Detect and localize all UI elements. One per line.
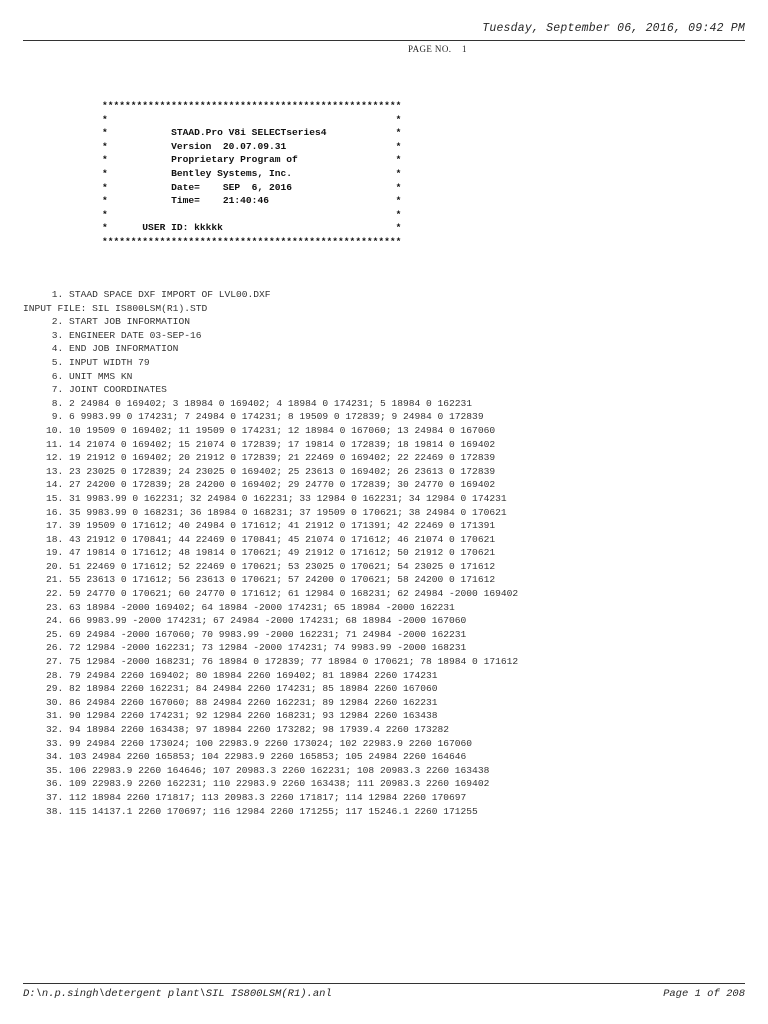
banner-line: * * [102, 208, 402, 220]
input-line: 31. 90 12984 2260 174231; 92 12984 2260 168231; 93 12984 2260 163438 [23, 710, 438, 722]
input-line: 1. STAAD SPACE DXF IMPORT OF LVL00.DXF [23, 289, 271, 300]
input-line: 22. 59 24770 0 170621; 60 24770 0 171612; 61 12984 0 168231; 62 24984 -2000 169402 [23, 588, 519, 600]
report-date-time: Tuesday, September 06, 2016, 09:42 PM [482, 22, 745, 35]
input-line: 37. 112 18984 2260 171817; 113 20983.3 2260 171817; 114 12984 2260 170697 [23, 791, 467, 803]
input-line: 12. 19 21912 0 169402; 20 21912 0 172839; 21 22469 0 169402; 22 22469 0 172839 [23, 452, 496, 464]
input-line: 25. 69 24984 -2000 167060; 70 9983.99 -2000 162231; 71 24984 -2000 162231 [23, 628, 467, 640]
input-line: 33. 99 24984 2260 173024; 100 22983.9 2260 173024; 102 22983.9 2260 167060 [23, 737, 473, 749]
banner-line: * Version 20.07.09.31 * [102, 140, 402, 152]
input-line: 14. 27 24200 0 172839; 28 24200 0 169402; 29 24770 0 172839; 30 24770 0 169402 [23, 479, 496, 491]
input-line: 29. 82 18984 2260 162231; 84 24984 2260 174231; 85 18984 2260 167060 [23, 683, 438, 695]
input-line: INPUT FILE: SIL IS800LSM(R1).STD [23, 302, 208, 314]
input-line: 17. 39 19509 0 171612; 40 24984 0 171612; 41 21912 0 171391; 42 22469 0 171391 [23, 520, 496, 532]
input-line: 32. 94 18984 2260 163438; 97 18984 2260 173282; 98 17939.4 2260 173282 [23, 724, 450, 735]
footer-file-path: D:\n.p.singh\detergent plant\SIL IS800LSM(R1).anl [23, 988, 332, 1000]
input-line: 36. 109 22983.9 2260 162231; 110 22983.9 2260 163438; 111 20983.3 2260 169402 [23, 778, 490, 790]
input-line: 20. 51 22469 0 171612; 52 22469 0 170621; 53 23025 0 170621; 54 23025 0 171612 [23, 560, 496, 572]
input-line: 11. 14 21074 0 169402; 15 21074 0 172839; 17 19814 0 172839; 18 19814 0 169402 [23, 438, 496, 450]
input-line: 24. 66 9983.99 -2000 174231; 67 24984 -2000 174231; 68 18984 -2000 167060 [23, 615, 467, 627]
input-line: 2. START JOB INFORMATION [23, 316, 190, 328]
banner-line: * Date= SEP 6, 2016 * [102, 181, 402, 193]
banner-line: * Bentley Systems, Inc. * [102, 167, 402, 179]
input-line: 9. 6 9983.99 0 174231; 7 24984 0 174231; 8 19509 0 172839; 9 24984 0 172839 [23, 411, 484, 423]
footer-page-count: Page 1 of 208 [663, 988, 745, 1000]
input-listing [23, 288, 518, 818]
banner-line: * STAAD.Pro V8i SELECTseries4 * [102, 127, 402, 139]
input-line: 7. JOINT COORDINATES [23, 384, 167, 396]
input-line: 6. UNIT MMS KN [23, 370, 133, 382]
banner-line: * USER ID: kkkkk * [102, 222, 402, 234]
input-line: 35. 106 22983.9 2260 164646; 107 20983.3 2260 162231; 108 20983.3 2260 163438 [23, 764, 490, 776]
input-line: 34. 103 24984 2260 165853; 104 22983.9 2260 165853; 105 24984 2260 164646 [23, 751, 467, 763]
program-banner [102, 99, 401, 249]
input-line: 15. 31 9983.99 0 162231; 32 24984 0 162231; 33 12984 0 162231; 34 12984 0 174231 [23, 492, 507, 504]
banner-line: * Time= 21:40:46 * [102, 195, 402, 207]
input-line: 10. 10 19509 0 169402; 11 19509 0 174231; 12 18984 0 167060; 13 24984 0 167060 [23, 424, 496, 436]
input-line: 23. 63 18984 -2000 169402; 64 18984 -2000 174231; 65 18984 -2000 162231 [23, 601, 455, 613]
header-rule [23, 40, 745, 41]
input-line: 19. 47 19814 0 171612; 48 19814 0 170621; 49 21912 0 171612; 50 21912 0 170621 [23, 547, 496, 559]
input-line: 13. 23 23025 0 172839; 24 23025 0 169402; 25 23613 0 169402; 26 23613 0 172839 [23, 465, 496, 477]
input-line: 21. 55 23613 0 171612; 56 23613 0 170621; 57 24200 0 170621; 58 24200 0 171612 [23, 574, 496, 586]
input-line: 27. 75 12984 -2000 168231; 76 18984 0 172839; 77 18984 0 170621; 78 18984 0 171612 [23, 656, 519, 668]
input-line: 8. 2 24984 0 169402; 3 18984 0 169402; 4 18984 0 174231; 5 18984 0 162231 [23, 397, 473, 409]
banner-line: * * [102, 113, 402, 125]
input-line: 30. 86 24984 2260 167060; 88 24984 2260 162231; 89 12984 2260 162231 [23, 696, 438, 708]
input-line: 38. 115 14137.1 2260 170697; 116 12984 2260 171255; 117 15246.1 2260 171255 [23, 805, 478, 817]
banner-line: * Proprietary Program of * [102, 154, 402, 166]
input-line: 5. INPUT WIDTH 79 [23, 356, 150, 368]
page-number: PAGE NO. 1 [408, 44, 467, 54]
input-line: 16. 35 9983.99 0 168231; 36 18984 0 168231; 37 19509 0 170621; 38 24984 0 170621 [23, 506, 507, 518]
input-line: 26. 72 12984 -2000 162231; 73 12984 -2000 174231; 74 9983.99 -2000 168231 [23, 642, 467, 654]
input-line: 18. 43 21912 0 170841; 44 22469 0 170841; 45 21074 0 171612; 46 21074 0 170621 [23, 533, 496, 545]
input-line: 28. 79 24984 2260 169402; 80 18984 2260 169402; 81 18984 2260 174231 [23, 669, 438, 681]
banner-line: **************************************************** [102, 100, 402, 111]
footer-rule [23, 983, 745, 984]
input-line: 3. ENGINEER DATE 03-SEP-16 [23, 329, 202, 341]
input-line: 4. END JOB INFORMATION [23, 343, 179, 355]
banner-line: **************************************************** [102, 235, 402, 247]
